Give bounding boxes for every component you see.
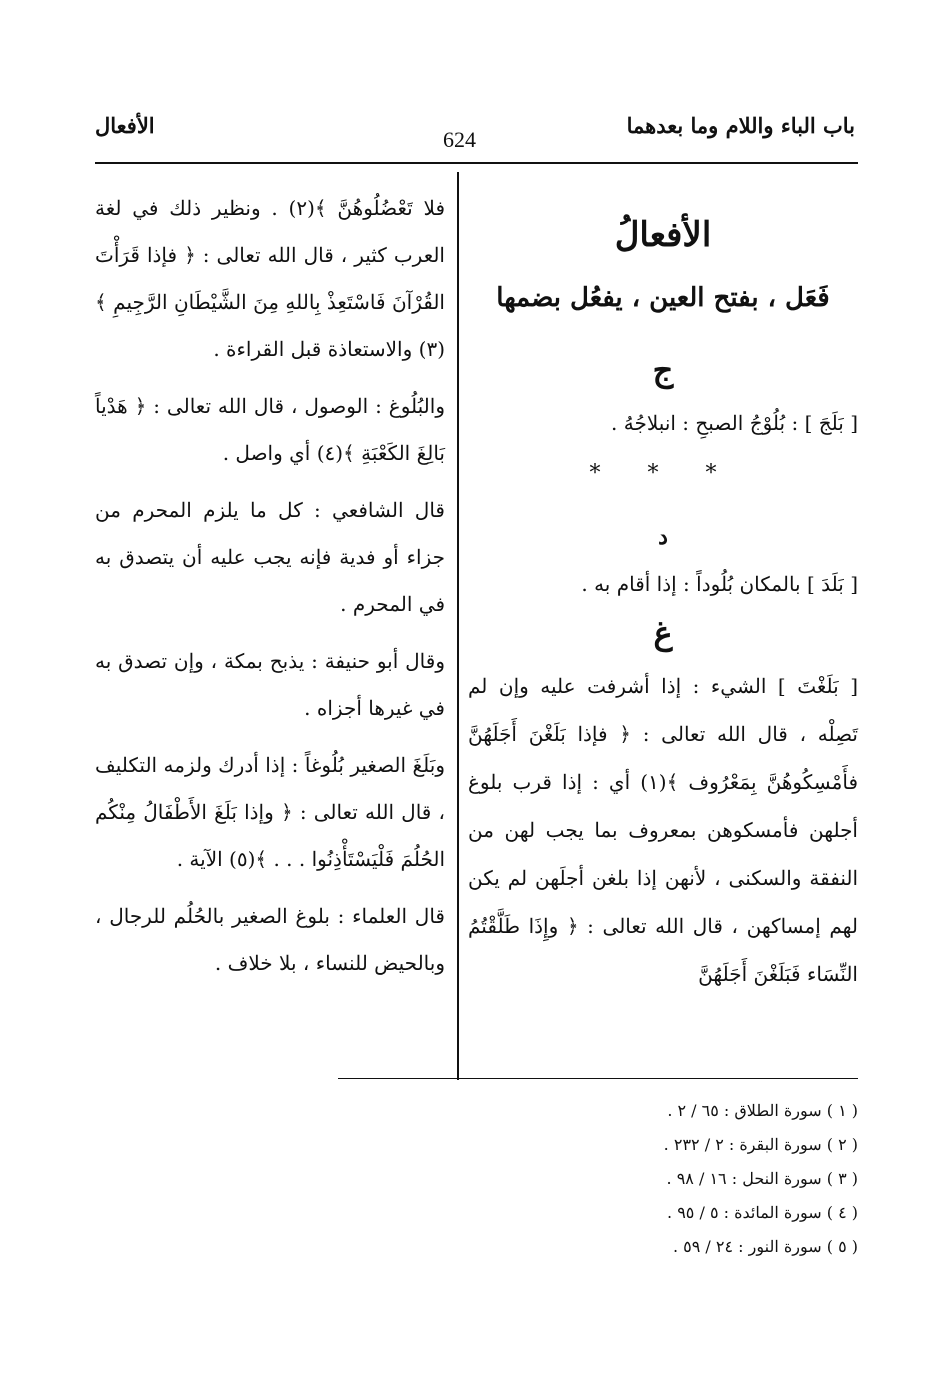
paragraph: قال الشافعي : كل ما يلزم المحرم من جزاء أو فدية فإنه يجب عليه أن يتصدق به في المحرم . — [95, 498, 445, 616]
paragraph: والبُلُوغ : الوصول ، قال الله تعالى : ﴿ هَدْياً بَالِغَ الكَعْبَةِ ﴾(٤) أي واصل . — [95, 394, 445, 465]
section-separator-stars: * * * — [589, 461, 737, 486]
page-number: 624 — [443, 127, 476, 152]
paragraph: وقال أبو حنيفة : يذبح بمكة ، وإن تصدق به في غيرها أجزاه . — [95, 649, 445, 720]
right-column — [468, 185, 858, 1004]
header-rule — [95, 162, 858, 164]
entry-balada: [ بَلَدَ ] بالمكان بُلُوداً : إذا أقام به . — [581, 572, 858, 596]
section-subtitle: فَعَل ، بفتح العين ، يفعُل بضمها — [496, 283, 830, 313]
left-column — [95, 185, 445, 997]
letter-heading-ghayn: غ — [653, 614, 673, 652]
paragraph: وبَلَغَ الصغير بُلُوغاً : إذا أدرك ولزمه التكليف ، قال الله تعالى : ﴿ وإذا بَلَغَ الأَطْفَالُ مِنْكُم الحُلُمَ فَلْيَسْتَأْذِنُوا . . . ﴾(٥) الآية . — [95, 753, 445, 871]
footnote-rule — [338, 1078, 858, 1079]
footnote-4: ( ٤ ) سورة المائدة : ٥ / ٩٥ . — [667, 1203, 858, 1222]
footnote-1: ( ١ ) سورة الطلاق : ٦٥ / ٢ . — [667, 1101, 858, 1120]
footnote-3: ( ٣ ) سورة النحل : ١٦ / ٩٨ . — [666, 1169, 858, 1188]
entry-balaghta: [ بَلَغْتَ ] الشيء : إذا أشرفت عليه وإن لم تَصِلْه ، قال الله تعالى : ﴿ فإذا بَلَغْنَ أَجَلَهُنَّ فأَمْسِكُوهُنَّ بِمَعْرُوف ﴾(١) أي : إذا قرب بلوغ أجلهن فأمسكوهن بمعروف بما يجب لهن من النفقة والسكنى ، لأنهن إذا بلغن أجلَهن لم يكن لهم إمساكهن ، قال الله تعالى : ﴿ وإِذَا طَلَّقْتُمُ النِّسَاء فَبَلَغْنَ أَجَلَهُنَّ — [468, 674, 859, 986]
running-header-section: الأفعال — [95, 113, 155, 138]
running-header-chapter: باب الباء واللام وما بعدهما — [626, 113, 855, 138]
footnote-5: ( ٥ ) سورة النور : ٢٤ / ٥٩ . — [672, 1237, 858, 1256]
paragraph: قال العلماء : بلوغ الصغير بالحُلُم للرجال ، وبالحيض للنساء ، بلا خلاف . — [95, 904, 445, 975]
letter-heading-jim: ج — [652, 351, 674, 389]
entry-balaja: [ بَلَجَ ] : بُلُوْجُ الصبحِ : انبلاجُهُ . — [611, 411, 858, 435]
paragraph: فلا تَعْضُلُوهُنَّ ﴾(٢) . ونظير ذلك في لغة العرب كثير ، قال الله تعالى : ﴿ فإذا قَرَأْتَ القُرْآنَ فَاسْتَعِذْ بِاللهِ مِنَ الشَّيْطَانِ الرَّجِيمِ ﴾(٣) والاستعاذة قبل القراءة . — [95, 196, 446, 361]
section-title: الأفعالُ — [614, 215, 712, 255]
letter-heading-dal: د — [658, 524, 668, 550]
footnote-2: ( ٢ ) سورة البقرة : ٢ / ٢٣٢ . — [663, 1135, 858, 1154]
column-divider — [457, 172, 459, 1080]
footnotes — [664, 1094, 858, 1264]
